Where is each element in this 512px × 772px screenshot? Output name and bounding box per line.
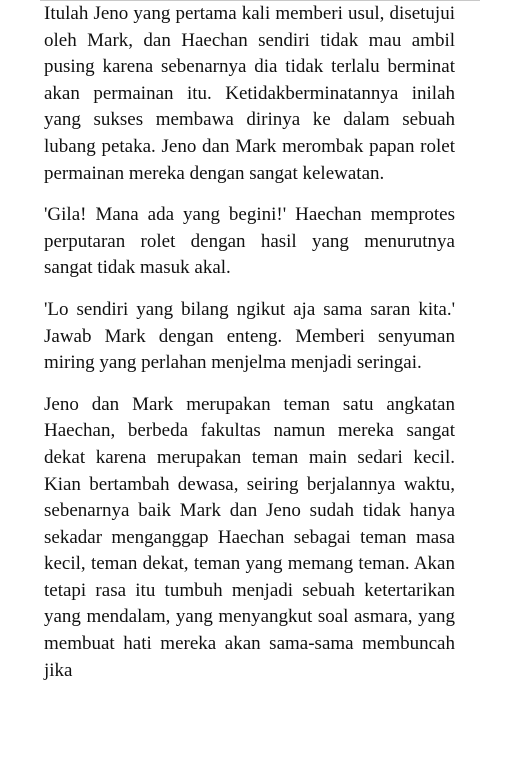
document-body — [44, 0, 455, 684]
paragraph-3: 'Lo sendiri yang bilang ngikut aja sama saran kita.' Jawab Mark dengan enteng. Memberi senyuman miring yang perlahan menjelma menjadi seringai. — [44, 298, 455, 374]
paragraph-1: Itulah Jeno yang pertama kali memberi usul, disetujui oleh Mark, dan Haechan sendiri tidak mau ambil pusing karena sebenarnya dia tidak terlalu berminat akan permainan itu. Ketidakberminatannya inilah yang sukses membawa dirinya ke dalam sebuah lubang petaka. Jeno dan Mark merombak papan rolet permainan mereka dengan sangat kelewatan. — [44, 3, 455, 184]
paragraph-2: 'Gila! Mana ada yang begini!' Haechan memprotes perputaran rolet dengan hasil yang menurutnya sangat tidak masuk akal. — [44, 204, 455, 279]
paragraph-4: Jeno dan Mark merupakan teman satu angkatan Haechan, berbeda fakultas namun mereka sangat dekat karena merupakan teman main sedari kecil. Kian bertambah dewasa, seiring berjalannya waktu, sebenarnya baik Mark dan Jeno sudah tidak hanya sekadar menganggap Haechan sebagai teman masa kecil, teman dekat, teman yang memang teman. Akan tetapi rasa itu tumbuh menjadi sebuah ketertarikan yang mendalam, yang menyangkut soal asmara, yang membuat hati mereka akan sama-sama membuncah jika — [44, 393, 455, 681]
